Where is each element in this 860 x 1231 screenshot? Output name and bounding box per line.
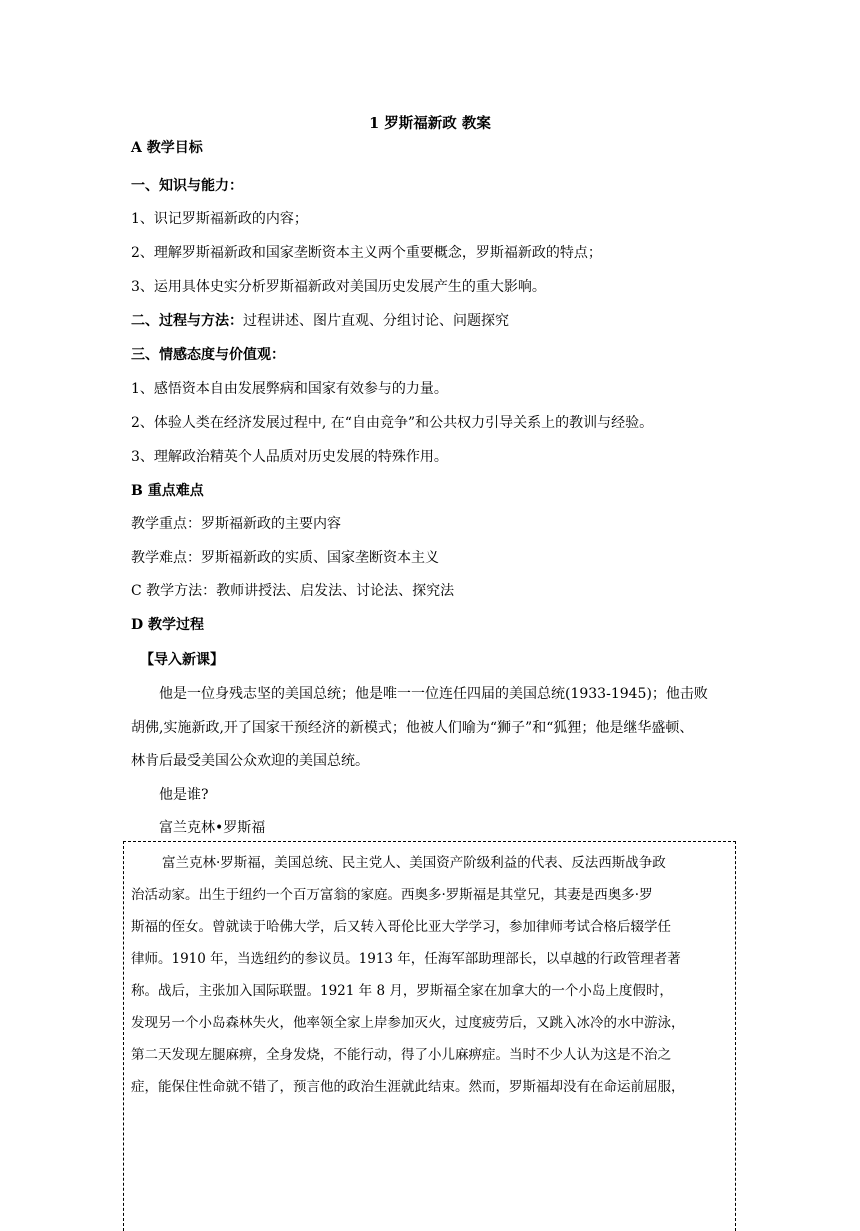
process-text: 过程讲述、图片直观、分组讨论、问题探究 xyxy=(243,313,509,329)
box-line-5: 称。战后，主张加入国际联盟。1921 年 8 月，罗斯福全家在加拿大的一个小岛上度假时， xyxy=(131,983,673,999)
box-line-4: 律师。1910 年，当选纽约的参议员。1913 年，任海军部助理部长，以卓越的行政管理者著 xyxy=(131,951,681,967)
emotion-heading: 三、情感态度与价值观： xyxy=(131,347,285,363)
box-line-3: 斯福的侄女。曾就读于哈佛大学，后又转入哥伦比亚大学学习，参加律师考试合格后辍学任 xyxy=(131,919,671,935)
emotion-item-3: 3、理解政治精英个人品质对历史发展的特殊作用。 xyxy=(131,449,448,465)
section-d-heading: D 教学过程 xyxy=(131,617,205,633)
emotion-item-1: 1、感悟资本自由发展弊病和国家有效参与的力量。 xyxy=(131,381,448,397)
knowledge-item-3: 3、运用具体史实分析罗斯福新政对美国历史发展产生的重大影响。 xyxy=(131,279,546,295)
box-line-2: 治活动家。出生于纽约一个百万富翁的家庭。西奥多·罗斯福是其堂兄，其妻是西奥多·罗 xyxy=(131,887,653,903)
process-heading: 二、过程与方法： xyxy=(131,313,243,329)
emotion-item-2: 2、体验人类在经济发展过程中, 在“自由竞争”和公共权力引导关系上的教训与经验。 xyxy=(131,415,654,431)
knowledge-item-2: 2、理解罗斯福新政和国家垄断资本主义两个重要概念，罗斯福新政的特点； xyxy=(131,245,602,261)
answer-line: 富兰克林•罗斯福 xyxy=(159,820,266,836)
process-line xyxy=(131,310,509,332)
knowledge-item-1: 1、识记罗斯福新政的内容； xyxy=(131,211,308,227)
section-b-heading: B 重点难点 xyxy=(131,483,204,499)
box-line-6: 发现另一个小岛森林失火，他率领全家上岸参加灭火，过度疲劳后，又跳入冰冷的水中游泳， xyxy=(131,1015,685,1031)
question-line: 他是谁? xyxy=(159,787,209,803)
box-line-8: 症，能保住性命就不错了，预言他的政治生涯就此结束。然而，罗斯福却没有在命运前屈服， xyxy=(131,1079,685,1095)
key-point: 教学重点：罗斯福新政的主要内容 xyxy=(131,516,341,532)
difficult-point: 教学难点：罗斯福新政的实质、国家垄断资本主义 xyxy=(131,550,439,566)
box-line-7: 第二天发现左腿麻痹，全身发烧，不能行动，得了小儿麻痹症。当时不少人认为这是不治之 xyxy=(131,1047,671,1063)
intro-line-3: 林肯后最受美国公众欢迎的美国总统。 xyxy=(131,753,369,769)
section-c-methods: C 教学方法：教师讲授法、启发法、讨论法、探究法 xyxy=(131,583,455,599)
box-line-1: 富兰克林·罗斯福，美国总统、民主党人、美国资产阶级利益的代表、反法西斯战争政 xyxy=(162,855,666,871)
intro-line-2: 胡佛,实施新政,开了国家干预经济的新模式；他被人们喻为“狮子”和“狐狸；他是继华盛顿、 xyxy=(131,720,694,736)
page-title: 1 罗斯福新政 教案 xyxy=(369,115,491,132)
intro-line-1: 他是一位身残志坚的美国总统；他是唯一一位连任四届的美国总统(1933-1945)；他击败 xyxy=(159,686,708,702)
section-a-heading: A 教学目标 xyxy=(131,140,203,156)
knowledge-heading: 一、知识与能力： xyxy=(131,178,243,194)
intro-heading: 【导入新课】 xyxy=(140,652,224,668)
